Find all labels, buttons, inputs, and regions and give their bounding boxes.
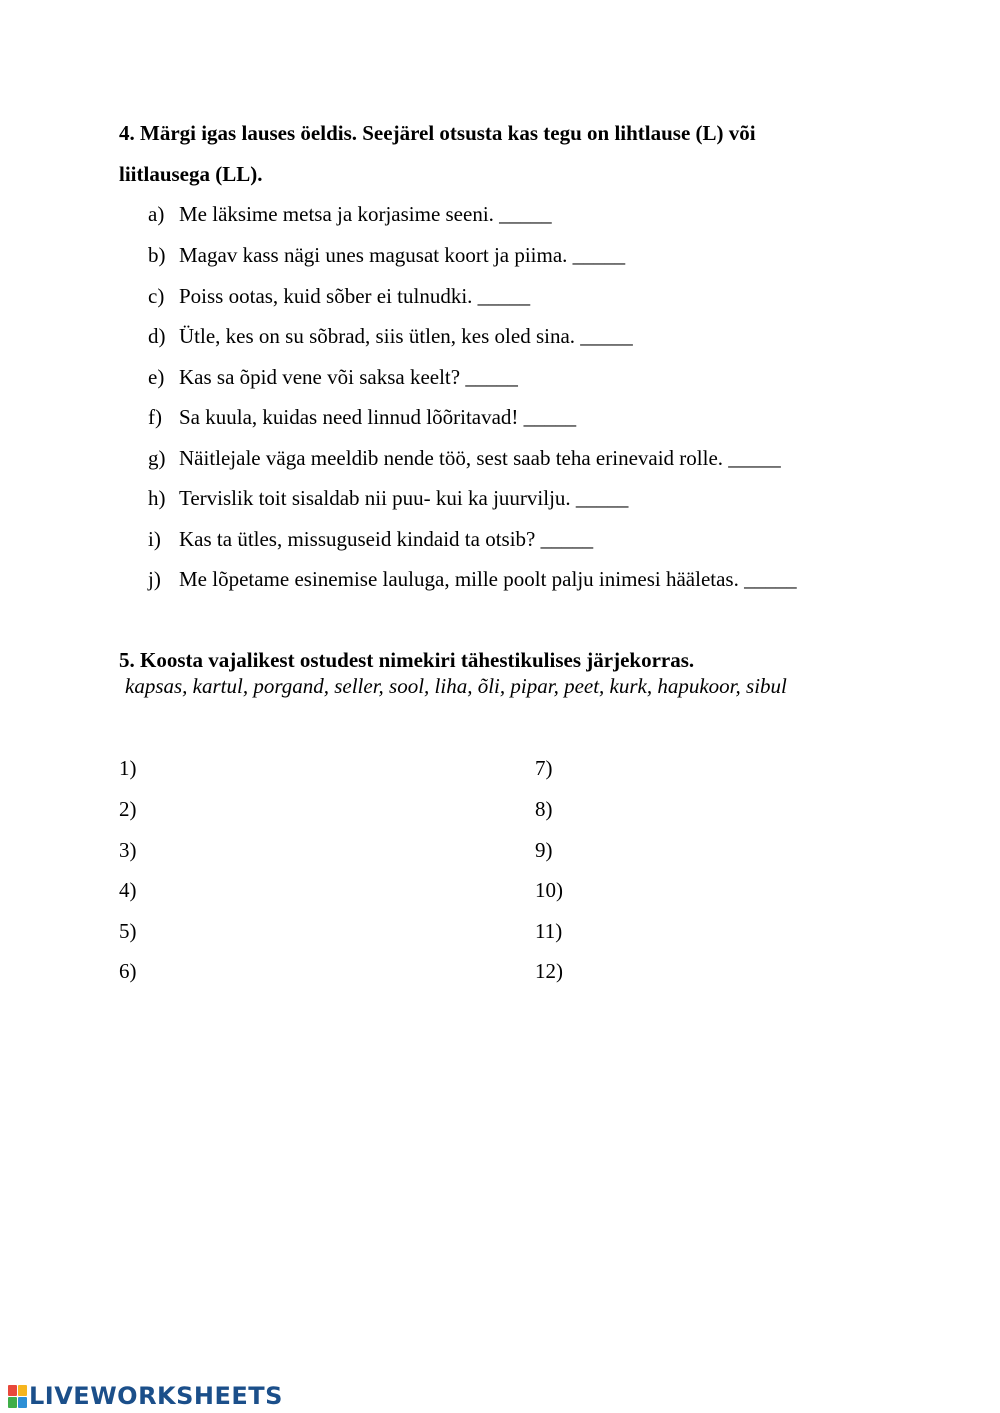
answer-number: 4) (119, 878, 137, 902)
sentence-text: Tervislik toit sisaldab nii puu- kui ka juurvilju. _____ (179, 486, 629, 510)
task5-word-list: kapsas, kartul, porgand, seller, sool, liha, õli, pipar, peet, kurk, hapukoor, sibul (125, 674, 787, 698)
sentence-item (148, 204, 552, 225)
sentence-text: Me läksime metsa ja korjasime seeni. _____ (179, 202, 552, 226)
task4-heading-line2: liitlausega (LL). (119, 162, 263, 186)
answer-number: 2) (119, 797, 137, 821)
answer-number: 9) (535, 838, 553, 862)
sentence-letter: d) (148, 324, 166, 348)
sentence-item (148, 569, 797, 590)
sentence-letter: a) (148, 202, 165, 226)
answer-number: 12) (535, 959, 563, 983)
sentence-item (148, 448, 781, 469)
sentence-text: Sa kuula, kuidas need linnud lõõritavad! _____ (179, 405, 577, 429)
sentence-letter: h) (148, 486, 166, 510)
sentence-text: Ütle, kes on su sõbrad, siis ütlen, kes oled sina. _____ (179, 324, 633, 348)
answer-number: 3) (119, 838, 137, 862)
sentence-letter: g) (148, 446, 166, 470)
logo-block (18, 1385, 27, 1396)
sentence-text: Poiss ootas, kuid sõber ei tulnudki. _____ (179, 284, 531, 308)
logo-block (8, 1385, 17, 1396)
sentence-letter: i) (148, 527, 161, 551)
logo-text: LIVEWORKSHEETS (29, 1382, 283, 1410)
task5-heading: 5. Koosta vajalikest ostudest nimekiri tähestikulises järjekorras. (119, 648, 695, 672)
sentence-text: Kas sa õpid vene või saksa keelt? _____ (179, 365, 518, 389)
sentence-item (148, 326, 633, 347)
liveworksheets-blocks-icon (8, 1385, 27, 1408)
sentence-item (148, 286, 530, 307)
sentence-item (148, 407, 576, 428)
task4-heading-line1: 4. Märgi igas lauses öeldis. Seejärel otsusta kas tegu on lihtlause (L) või (119, 121, 756, 145)
answer-number: 11) (535, 919, 563, 943)
sentence-letter: c) (148, 284, 165, 308)
answer-number: 6) (119, 959, 137, 983)
answer-number: 1) (119, 756, 137, 780)
answer-number: 10) (535, 878, 563, 902)
sentence-letter: e) (148, 365, 165, 389)
sentence-text: Me lõpetame esinemise lauluga, mille poolt palju inimesi hääletas. _____ (179, 567, 797, 591)
logo-block (8, 1397, 17, 1408)
sentence-item (148, 367, 518, 388)
sentence-item (148, 245, 625, 266)
sentence-letter: f) (148, 405, 162, 429)
answer-number: 7) (535, 756, 553, 780)
answer-number: 5) (119, 919, 137, 943)
logo-block (18, 1397, 27, 1408)
sentence-text: Kas ta ütles, missuguseid kindaid ta otsib? _____ (179, 527, 594, 551)
sentence-item (148, 488, 628, 509)
sentence-text: Magav kass nägi unes magusat koort ja piima. _____ (179, 243, 626, 267)
liveworksheets-logo (8, 1383, 283, 1409)
sentence-letter: b) (148, 243, 166, 267)
sentence-letter: j) (148, 567, 161, 591)
sentence-text: Näitlejale väga meeldib nende töö, sest saab teha erinevaid rolle. _____ (179, 446, 781, 470)
sentence-item (148, 529, 593, 550)
answer-number: 8) (535, 797, 553, 821)
